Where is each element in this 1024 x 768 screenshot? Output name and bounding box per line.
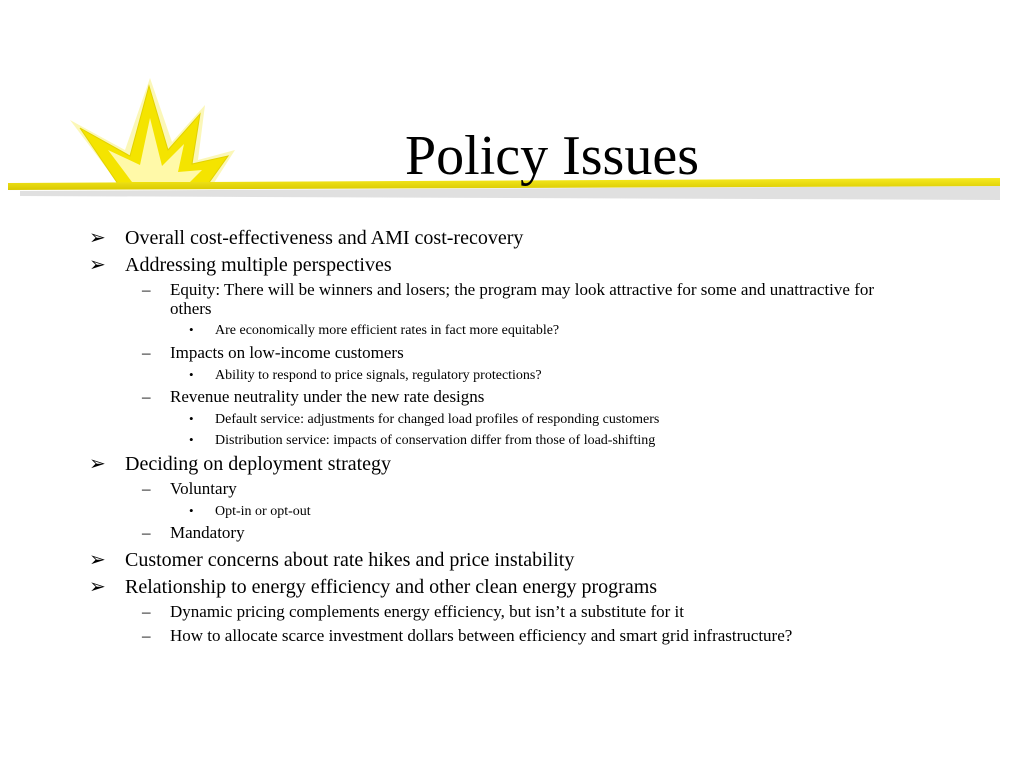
arrow-bullet-icon: ➢	[89, 549, 106, 571]
dash-bullet-icon: –	[142, 343, 151, 362]
arrow-bullet-icon: ➢	[89, 227, 106, 249]
arrow-bullet-icon: ➢	[89, 576, 106, 598]
list-item: – Equity: There will be winners and losers; the program may look attractive for some and unattractive for others	[142, 280, 875, 318]
dash-bullet-icon: –	[142, 626, 151, 645]
dash-bullet-icon: –	[142, 479, 151, 498]
dot-bullet-icon: •	[189, 432, 194, 447]
dash-bullet-icon: –	[142, 523, 151, 542]
slide-title: Policy Issues	[405, 125, 699, 187]
dash-bullet-icon: –	[142, 602, 151, 621]
dot-bullet-icon: •	[189, 411, 194, 426]
arrow-bullet-icon: ➢	[89, 254, 106, 276]
dot-bullet-icon: •	[189, 322, 194, 337]
dash-bullet-icon: –	[142, 280, 151, 299]
arrow-bullet-icon: ➢	[89, 453, 106, 475]
dot-bullet-icon: •	[189, 503, 194, 518]
dot-bullet-icon: •	[189, 367, 194, 382]
dash-bullet-icon: –	[142, 387, 151, 406]
